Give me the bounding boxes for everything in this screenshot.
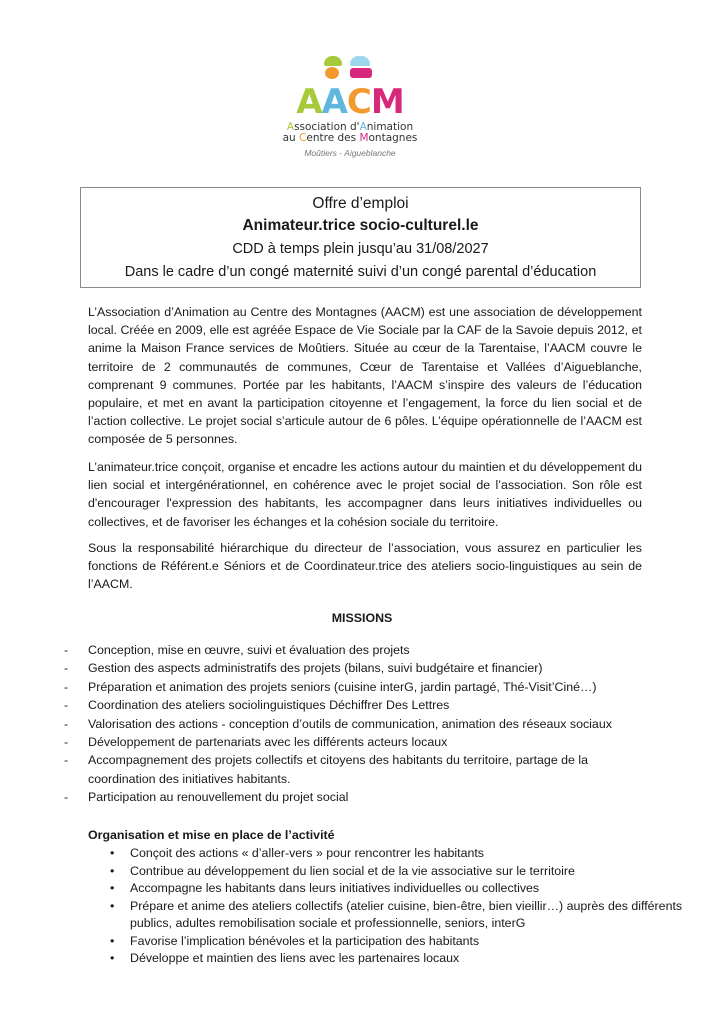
- bullet-icon: •: [110, 881, 115, 895]
- intro-paragraph-association: L’Association d’Animation au Centre des Montagnes (AACM) est une association de développement local. Créée en 2009, elle est agréée Espace de Vie Sociale par la CAF de la Savoie depuis 2012, et anime la Maison France services de Moûtiers. Située au cœur de la Tarentaise, l’AACM couvre le territoire de 2 communautés de communes, Cœur de Tarentaise et Vallées d’Aigueblanche, comprenant 9 communes. Portée par les habitants, l’AACM s’inspire des valeurs de l’éducation populaire, et met en avant la participation citoyenne et l’engagement, la force du lien social et de l’action collective. Le projet social s’articule autour de 6 pôles. L’équipe opérationnelle de l’AACM est composée de 5 personnes.: [88, 305, 642, 447]
- mission-item: - Conception, mise en œuvre, suivi et évaluation des projets: [60, 641, 660, 659]
- mission-item: - Préparation et animation des projets seniors (cuisine interG, jardin partagé, Thé-Visit’Ciné…): [60, 678, 660, 696]
- organisation-item: • Favorise l’implication bénévoles et la participation des habitants: [106, 933, 686, 951]
- missions-heading: MISSIONS: [331, 611, 393, 625]
- dash-bullet-icon: -: [64, 735, 69, 750]
- aacm-logo: [270, 52, 430, 170]
- contract-context: Dans le cadre d’un congé maternité suivi d’un congé parental d’éducation: [124, 264, 597, 280]
- missions-list: [60, 641, 660, 807]
- logo-characters-icon: [270, 52, 430, 84]
- organisation-item: • Contribue au développement du lien social et de la vie associative sur le territoire: [106, 863, 686, 881]
- bullet-icon: •: [110, 951, 115, 965]
- dash-bullet-icon: -: [64, 661, 69, 676]
- bullet-icon: •: [110, 846, 115, 860]
- logo-full-name: Association d'Animation au Centre des Montagnes: [282, 121, 418, 144]
- organisation-item: • Prépare et anime des ateliers collectifs (atelier cuisine, bien-être, bien vieillir…) auprès des différents publics, adultes remobilisation sociale et professionnelle, seniors, interG: [110, 898, 683, 930]
- mission-item: - Coordination des ateliers sociolinguistiques Déchiffrer Des Lettres: [60, 696, 660, 714]
- mission-item: - Développement de partenariats avec les différents acteurs locaux: [60, 733, 660, 751]
- organisation-item: • Développe et maintien des liens avec les partenaires locaux: [106, 950, 686, 968]
- dash-bullet-icon: -: [64, 679, 69, 694]
- dash-bullet-icon: -: [64, 790, 69, 805]
- bullet-icon: •: [110, 863, 115, 878]
- mission-item: - Participation au renouvellement du projet social: [60, 788, 660, 806]
- organisation-item: • Conçoit des actions « d’aller-vers » pour rencontrer les habitants: [106, 845, 686, 863]
- bullet-icon: •: [110, 933, 115, 948]
- organisation-list: [106, 845, 686, 968]
- dash-bullet-icon: -: [64, 716, 69, 731]
- organisation-heading: Organisation et mise en place de l’activité: [88, 828, 335, 842]
- dash-bullet-icon: -: [64, 698, 69, 713]
- contract-type: CDD à temps plein jusqu’au 31/08/2027: [232, 241, 489, 257]
- intro-paragraph-responsibility: Sous la responsabilité hiérarchique du directeur de l’association, vous assurez en particulier les fonctions de Référent.e Séniors et de Coordinateur.trice des ateliers socio-linguistiques au sein de l’AACM.: [88, 541, 642, 592]
- organisation-item: • Accompagne les habitants dans leurs initiatives individuelles ou collectives: [106, 880, 686, 898]
- mission-item: - Valorisation des actions - conception d’outils de communication, animation des réseaux sociaux: [60, 715, 660, 733]
- dash-bullet-icon: -: [64, 753, 69, 768]
- mission-item: - Accompagnement des projets collectifs et citoyens des habitants du territoire, partage de la coordination des initiatives habitants.: [64, 753, 589, 786]
- bullet-icon: •: [110, 898, 115, 913]
- mission-item: - Gestion des aspects administratifs des projets (bilans, suivi budgétaire et financier): [60, 659, 660, 677]
- intro-paragraph-role: L’animateur.trice conçoit, organise et encadre les actions autour du maintien et du développement du lien social et intergénérationnel, en cohérence avec le projet social de l’association. Son rôle est d'encourager l'expression des habitants, les accompagner dans leurs initiatives individuelles ou collectives, et de favoriser les échanges et la cohésion sociale du territoire.: [88, 460, 642, 529]
- offer-label: Offre d’emploi: [312, 195, 409, 212]
- logo-acronym: AACM: [296, 82, 404, 122]
- job-header-box: [80, 187, 641, 288]
- job-title: Animateur.trice socio-culturel.le: [242, 217, 479, 234]
- logo-location: Moûtiers - Aigueblanche: [304, 148, 396, 158]
- dash-bullet-icon: -: [64, 643, 69, 657]
